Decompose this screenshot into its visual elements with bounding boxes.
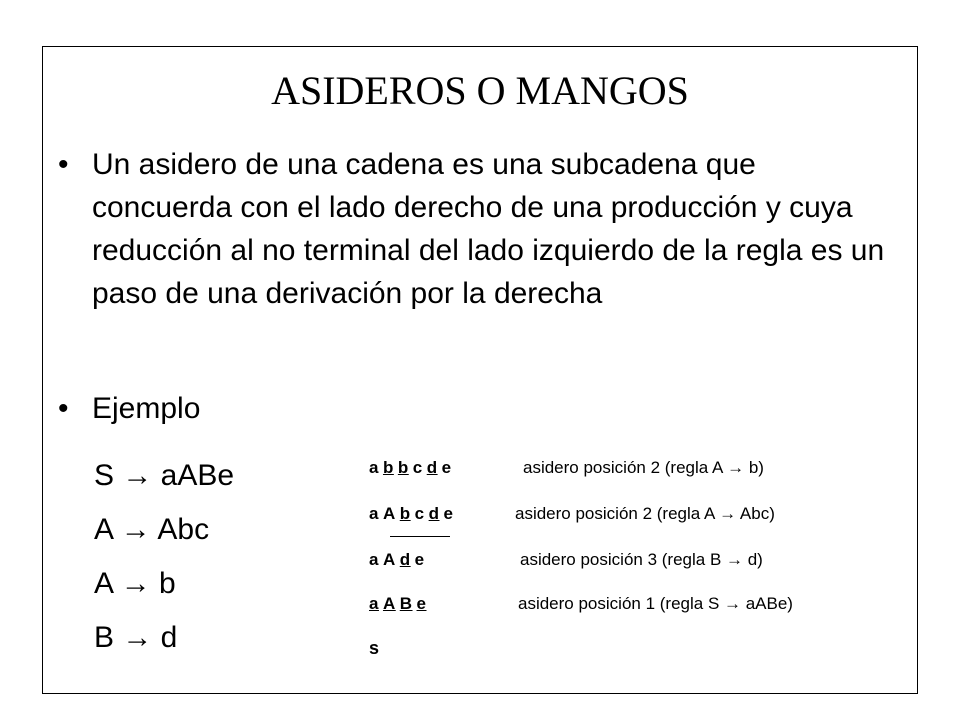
symbol: A [382,594,396,613]
derivation-string [369,456,456,480]
symbol: c [414,504,425,523]
symbol: e [416,594,427,613]
grammar-rule: B → d [94,621,178,654]
symbol: a [369,594,379,613]
grammar-rule: A → Abc [94,513,210,546]
symbol: d [399,550,411,569]
symbol: a [369,504,379,523]
derivation-note: asidero posición 1 (regla S → aABe) [518,594,793,613]
symbol: B [399,594,413,613]
symbol: e [443,504,454,523]
grammar-rule: S → aABe [94,459,235,492]
derivation-note: asidero posición 2 (regla A → Abc) [515,504,775,523]
start-symbol: s [369,638,380,658]
symbol: b [397,458,409,477]
bullet-marker: • [58,148,69,181]
symbol: e [441,458,452,477]
derivation-string [369,592,431,616]
symbol: A [382,504,396,523]
symbol: b [399,504,411,523]
derivation-string [369,502,457,526]
symbol: d [426,458,438,477]
bullet-example-text: Ejemplo [92,392,201,425]
symbol: d [428,504,440,523]
symbol: c [412,458,423,477]
bullet-example [58,387,458,432]
derivation-note: asidero posición 2 (regla A → b) [523,458,764,477]
grammar-rule: A → b [94,567,176,600]
handle-overline [390,536,450,537]
bullet-marker: • [58,392,69,425]
derivation-string [369,548,429,572]
bullet-definition [58,143,898,368]
symbol: a [369,458,379,477]
handle-symbol: b [382,458,394,477]
bullet-definition-text: Un asidero de una cadena es una subcadena que concuerda con el lado derecho de una producción y cuya reducción al no terminal del lado izquierdo de la regla es un paso de una derivación por la derecha [92,148,885,310]
symbol: A [382,550,396,569]
derivation-note: asidero posición 3 (regla B → d) [520,550,763,569]
symbol: e [414,550,425,569]
slide-title: ASIDEROS O MANGOS [271,68,689,113]
symbol: a [369,550,379,569]
